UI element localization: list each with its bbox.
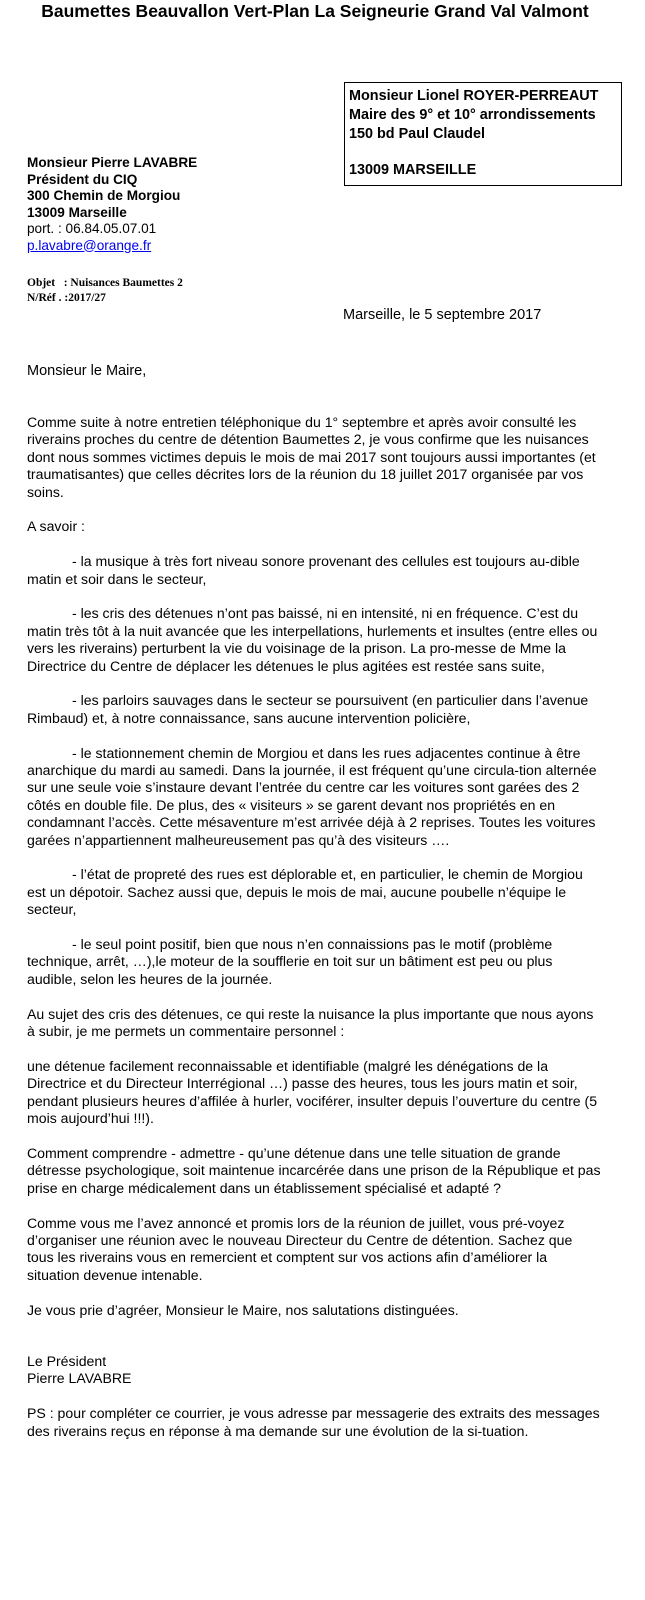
closing-paragraph: Je vous prie d’agréer, Monsieur le Maire, nos salutations distinguées. <box>27 1301 459 1318</box>
object-reference: N/Réf . :2017/27 <box>27 292 106 304</box>
sender-phone: port. : 06.84.05.07.01 <box>27 221 157 236</box>
recipient-role: Maire des 9° et 10° arrondissements <box>349 107 596 123</box>
paragraph: Au sujet des cris des détenues, ce qui reste la nuisance la plus importante que nous ayons à subir, je me permets un commentaire personnel : <box>27 1005 594 1040</box>
signature-title: Le Président <box>27 1352 107 1369</box>
paragraph: Comment comprendre - admettre - qu’une détenue dans une telle situation de grande détresse psychologique, soit maintenue incarcérée dans une prison de la République et pas prise en charge médicalement dans un établissement spécialisé et adapté ? <box>27 1144 601 1196</box>
object-subject: Objet : Nuisances Baumettes 2 <box>27 277 183 289</box>
association-title: Baumettes Beauvallon Vert-Plan La Seigneurie Grand Val Valmont <box>41 1 589 21</box>
date-line: Marseille, le 5 septembre 2017 <box>343 307 542 323</box>
recipient-address-box <box>344 82 622 186</box>
signature-name: Pierre LAVABRE <box>27 1370 132 1387</box>
list-item: - le stationnement chemin de Morgiou et dans les rues adjacentes continue à être anarchique du mardi au samedi. Dans la journée, il est fréquent qu’une circula-tion alternée sur une seule voie s’instaure devant l’entrée du centre car les voitures sont garées des 2 côtés en double file. De plus, des « visiteurs » se garent devant nos propriétés en en condamnant l’accès. Cette mésaventure m’est arrivée déjà à 2 reprises. Toutes les voitures garées n’appartiennent malheureusement pas qu’à des visiteurs …. <box>27 744 597 848</box>
sender-role: Président du CIQ <box>27 171 138 187</box>
list-item: - la musique à très fort niveau sonore provenant des cellules est toujours au-dible matin et soir dans le secteur, <box>27 553 580 587</box>
paragraph: Comme suite à notre entretien téléphonique du 1° septembre et après avoir consulté les riverains proches du centre de détention Baumettes 2, je vous confirme que les nuisances dont nous sommes victimes depuis le mois de mai 2017 sont toujours aussi importantes (et traumatisantes) que celles décrites lors de la réunion du 18 juillet 2017 organisée par vos soins. <box>27 414 596 500</box>
paragraph: Comme vous me l’avez annoncé et promis lors de la réunion de juillet, vous pré-voyez d’organiser une réunion avec le nouveau Directeur du Centre de détention. Sachez que tous les riverains vous en remercient et comptent sur vos actions afin d’améliorer la situation devenue intenable. <box>27 1214 573 1283</box>
list-item: - les cris des détenues n’ont pas baissé, ni en intensité, ni en fréquence. C’est du matin très tôt à la nuit avancée que les interpellations, hurlements et insultes (entre elles ou vers les riverains) perturbent la vie du voisinage de la prison. La pro-messe de Mme la Directrice du Centre de déplacer les détenues le plus agitées est restée sans suite, <box>27 605 598 674</box>
sender-address: 300 Chemin de Morgiou <box>27 188 181 203</box>
list-item: - l’état de propreté des rues est déplorable et, en particulier, le chemin de Morgiou est un dépotoir. Sachez aussi que, depuis le mois de mai, aucune poubelle n’équipe le secteur, <box>27 866 583 918</box>
paragraph: une détenue facilement reconnaissable et identifiable (malgré les dénégations de la Directrice et du Directeur Interrégional …) passe des heures, tous les jours matin et soir, pendant plusieurs heures d’affilée à hurler, vociférer, insulter depuis l’ouverture du centre (5 mois aujourd’hui !!!). <box>27 1057 598 1127</box>
list-item: - le seul point positif, bien que nous n’en connaissions pas le motif (problème technique, arrêt, …),le moteur de la soufflerie en toit sur un bâtiment est peu ou plus audible, selon les heures de la journée. <box>27 936 553 987</box>
recipient-street: 150 bd Paul Claudel <box>349 126 485 142</box>
recipient-city: 13009 MARSEILLE <box>349 162 477 178</box>
salutation: Monsieur le Maire, <box>27 363 147 379</box>
sender-city: 13009 Marseille <box>27 204 127 220</box>
sender-name: Monsieur Pierre LAVABRE <box>27 155 198 170</box>
object-block <box>27 276 183 306</box>
paragraph: A savoir : <box>27 518 85 535</box>
list-item: - les parloirs sauvages dans le secteur se poursuivent (en particulier dans l’avenue Rimbaud) et, à notre connaissance, sans aucune intervention policière, <box>27 692 589 726</box>
postscript: PS : pour compléter ce courrier, je vous adresse par messagerie des extraits des messages des riverains reçus en réponse à ma demande sur une évolution de la si-tuation. <box>27 1405 600 1439</box>
signature-block <box>27 1353 602 1388</box>
letter-body <box>27 414 602 1457</box>
sender-block <box>27 155 197 254</box>
recipient-name: Monsieur Lionel ROYER-PERREAUT <box>349 88 599 104</box>
sender-email-link[interactable]: p.lavabre@orange.fr <box>27 237 152 253</box>
